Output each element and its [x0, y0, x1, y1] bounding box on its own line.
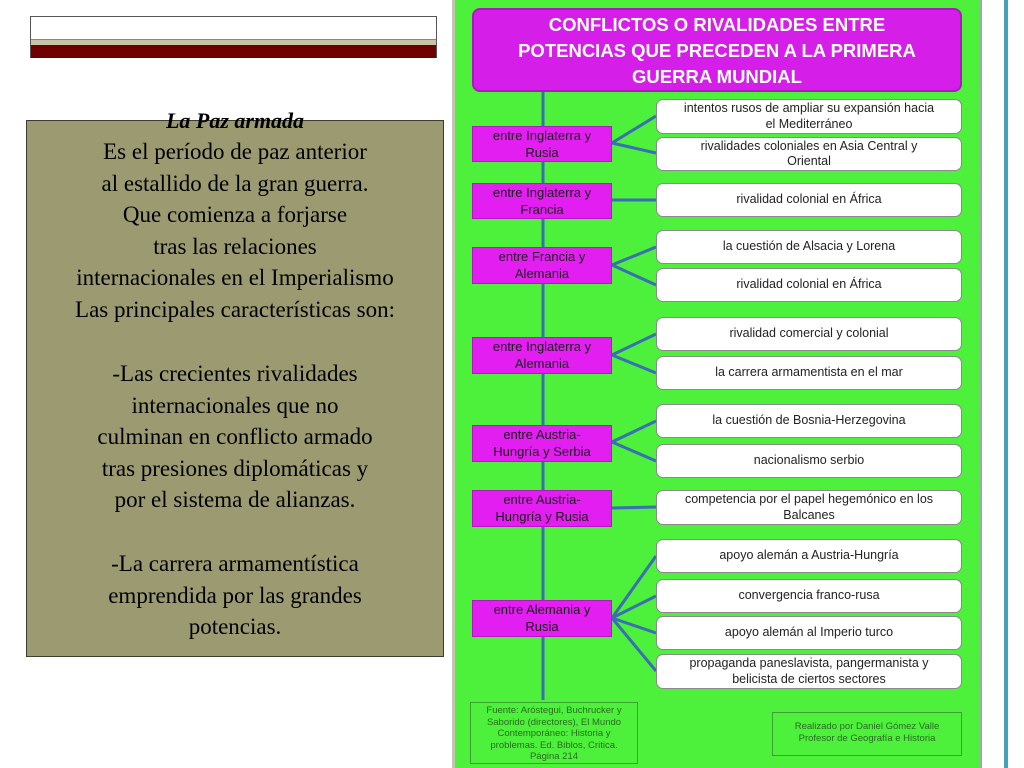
item-box [656, 356, 962, 390]
item-box [656, 616, 962, 650]
group-germany-russia [472, 600, 612, 637]
item-text: apoyo alemán al Imperio turco [724, 625, 894, 640]
title-line: POTENCIAS QUE PRECEDEN A LA PRIMERA [518, 40, 916, 61]
group-label: entre Inglaterra y [492, 128, 592, 143]
group-label: Rusia [525, 145, 559, 160]
item-text: Oriental [787, 154, 831, 168]
group-label: entre Inglaterra y [492, 185, 592, 200]
group-austria-russia [472, 490, 612, 527]
text-line: -Las crecientes rivalidades [112, 361, 358, 386]
item-box [656, 579, 962, 613]
group-england-germany [472, 337, 612, 374]
group-label: entre Austria- [503, 427, 581, 442]
title-line: CONFLICTOS O RIVALIDADES ENTRE [548, 14, 886, 35]
item-text: rivalidad comercial y colonial [729, 326, 889, 341]
connector [612, 265, 656, 285]
item-text: rivalidades coloniales en Asia Central y [700, 138, 918, 153]
text-line: Que comienza a forjarse [122, 202, 348, 227]
group-label: Alemania [514, 266, 570, 281]
edge-decoration [1004, 0, 1008, 768]
slide-heading: La Paz armada [165, 108, 305, 133]
item-text: el Mediterráneo [765, 116, 853, 131]
item-text: Balcanes [783, 507, 835, 522]
text-line: tras presiones diplomáticas y [101, 455, 369, 481]
connector [612, 507, 656, 508]
item-box [656, 99, 962, 134]
group-england-france [472, 183, 612, 219]
item-box [656, 654, 962, 689]
connector [612, 442, 656, 461]
item-text: nacionalismo serbio [753, 453, 865, 468]
group-austria-serbia [472, 425, 612, 462]
source-line: Fuente: Aróstegui, Buchrucker y [486, 705, 622, 716]
item-text: intentos rusos de ampliar su expansión hacia [683, 101, 935, 115]
diagram-title [472, 8, 962, 92]
item-text: rivalidad colonial en África [736, 192, 882, 207]
group-label: Rusia [525, 619, 559, 634]
title-line: GUERRA MUNDIAL [632, 66, 802, 87]
item-box [656, 137, 962, 171]
item-text: rivalidad colonial en África [736, 277, 882, 292]
text-line: internacionales en el Imperialismo [76, 265, 394, 290]
group-label: Francia [520, 202, 564, 217]
connector [612, 355, 656, 373]
item-text: propaganda paneslavista, pangermanista y [689, 656, 929, 670]
source-line: Saborido (directores), El Mundo [486, 716, 622, 728]
author-line: Realizado por Daniel Gómez Valle [794, 721, 940, 732]
item-box [656, 539, 962, 573]
text-line: potencias. [188, 614, 282, 639]
group-label: Hungría y Serbia [493, 444, 591, 459]
item-box [656, 490, 962, 525]
text-line: por el sistema de alianzas. [114, 487, 356, 512]
text-line: Las principales características son: [75, 296, 395, 322]
source-line: problemas. Ed. Biblos, Critica. [490, 739, 618, 751]
connector [612, 247, 656, 265]
text-line: tras las relaciones [153, 233, 317, 259]
item-box [656, 230, 962, 264]
source-note [470, 702, 638, 764]
item-text: convergencia franco-rusa [738, 588, 880, 603]
connector [612, 556, 656, 618]
author-note [772, 712, 962, 756]
source-line: Página 214 [529, 751, 579, 762]
connector [612, 421, 656, 442]
item-text: la carrera armamentista en el mar [715, 365, 903, 380]
group-label: Hungría y Rusia [495, 509, 589, 524]
group-france-germany [472, 247, 612, 284]
text-line: internacionales que no [131, 392, 339, 418]
group-label: entre Inglaterra y [492, 339, 592, 354]
source-line: Contemporáneo: Historia y [497, 728, 611, 739]
group-label: entre Austria- [503, 492, 581, 507]
item-text: la cuestión de Bosnia-Herzegovina [712, 413, 906, 428]
text-line: -La carrera armamentística [111, 551, 359, 576]
text-line: al estallido de la gran guerra. [101, 170, 369, 196]
group-label: Alemania [514, 356, 570, 371]
group-england-russia [472, 126, 612, 162]
author-line: Profesor de Geografía e Historia [798, 733, 936, 744]
item-box [656, 317, 962, 351]
text-line: emprendida por las grandes [108, 582, 362, 608]
connector [612, 143, 656, 153]
item-text: apoyo alemán a Austria-Hungría [719, 548, 899, 563]
item-box [656, 183, 962, 217]
connector [612, 116, 656, 143]
text-line: Es el período de paz anterior [103, 139, 367, 164]
item-box [656, 444, 962, 478]
connector [612, 334, 656, 355]
item-text: la cuestión de Alsacia y Lorena [722, 239, 896, 254]
item-box [656, 268, 962, 302]
item-text: belicista de ciertos sectores [732, 671, 886, 686]
group-label: entre Francia y [498, 249, 586, 264]
item-text: competencia por el papel hegemónico en los [684, 492, 934, 506]
group-label: entre Alemania y [493, 602, 591, 617]
text-line: culminan en conflicto armado [97, 424, 373, 449]
item-box [656, 404, 962, 438]
